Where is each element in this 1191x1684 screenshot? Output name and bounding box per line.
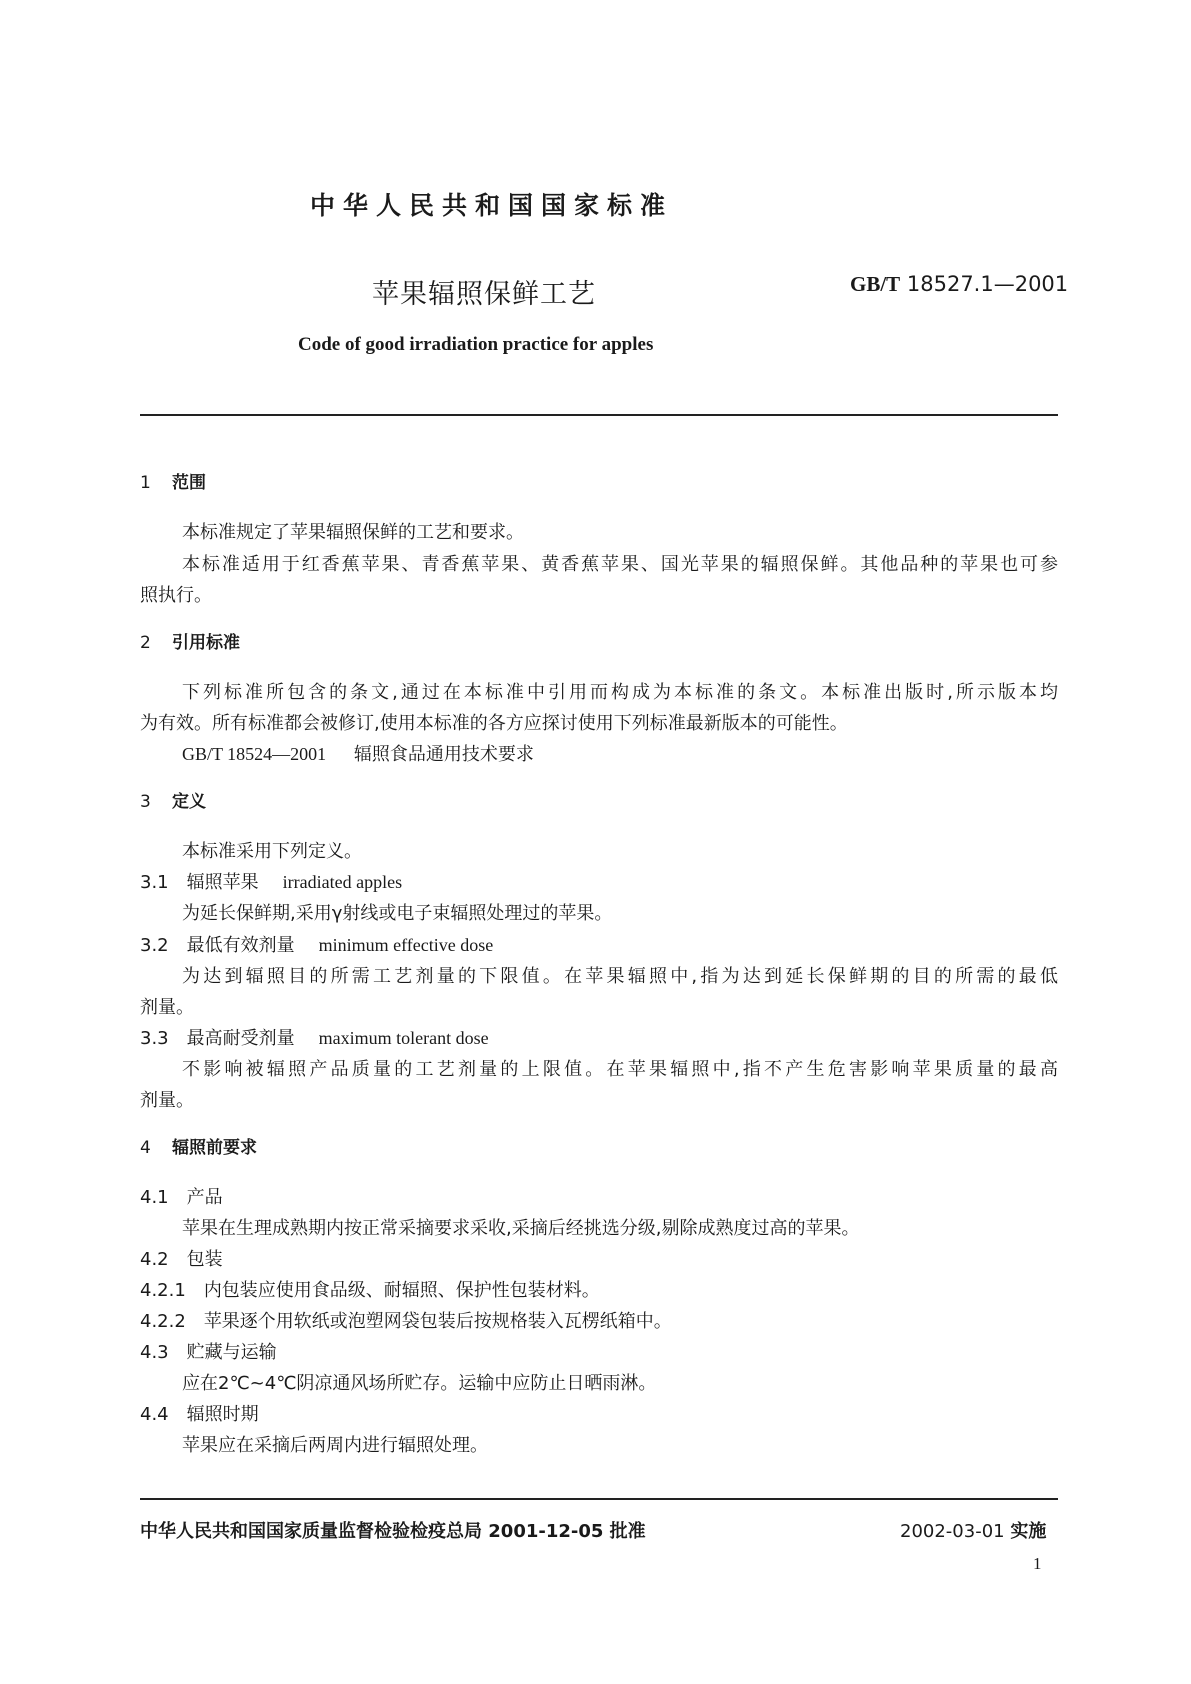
clause-number: 4.4 (140, 1404, 169, 1425)
clause-text: 苹果逐个用软纸或泡塑网袋包装后按规格装入瓦楞纸箱中。 (203, 1311, 672, 1332)
section-number: 4 (140, 1138, 151, 1158)
clause-4-2-1 (140, 1276, 600, 1302)
section-number: 2 (140, 633, 151, 653)
footer-divider (140, 1498, 1058, 1500)
clause-title: 辐照时期 (186, 1404, 259, 1425)
term-en: maximum tolerant dose (318, 1028, 489, 1048)
section-title: 范围 (172, 473, 206, 493)
section-title: 定义 (172, 792, 206, 812)
reference-code: GB/T 18524—2001 (182, 744, 327, 764)
paragraph: 苹果在生理成熟期内按正常采摘要求采收,采摘后经挑选分级,剔除成熟度过高的苹果。 (182, 1218, 860, 1239)
paragraph: 为达到辐照目的所需工艺剂量的下限值。在苹果辐照中,指为达到延长保鲜期的目的所需的最低 (182, 966, 1058, 987)
clause-number: 4.2.2 (140, 1311, 186, 1332)
clause-number: 3.3 (140, 1028, 169, 1049)
page-number: 1 (1033, 1554, 1042, 1573)
clause-text: 内包装应使用食品级、耐辐照、保护性包装材料。 (203, 1280, 600, 1301)
definition-3-1 (140, 868, 402, 894)
clause-4-3 (140, 1338, 277, 1364)
paragraph: 为延长保鲜期,采用γ射线或电子束辐照处理过的苹果。 (182, 903, 613, 924)
section-2-heading (140, 628, 240, 653)
approval-line: 中华人民共和国国家质量监督检验检疫总局 2001-12-05 批准 (140, 1521, 646, 1542)
paragraph: 本标准规定了苹果辐照保鲜的工艺和要求。 (182, 522, 524, 543)
paragraph: 本标准适用于红香蕉苹果、青香蕉苹果、黄香蕉苹果、国光苹果的辐照保鲜。其他品种的苹果也可参 (182, 554, 1058, 575)
header-divider (140, 414, 1058, 416)
term-zh: 最高耐受剂量 (186, 1028, 295, 1049)
paragraph: 为有效。所有标准都会被修订,使用本标准的各方应探讨使用下列标准最新版本的可能性。 (140, 713, 848, 734)
section-title: 辐照前要求 (172, 1138, 257, 1158)
paragraph: 剂量。 (140, 1090, 194, 1111)
standard-code-number: 18527.1—2001 (906, 272, 1069, 296)
english-title: Code of good irradiation practice for apples (298, 334, 654, 355)
section-3-heading (140, 787, 206, 812)
term-zh: 辐照苹果 (186, 872, 259, 893)
term-en: irradiated apples (282, 872, 403, 892)
term-en: minimum effective dose (318, 935, 494, 955)
clause-number: 4.1 (140, 1187, 169, 1208)
section-title: 引用标准 (172, 633, 240, 653)
clause-number: 3.2 (140, 935, 169, 956)
section-1-heading (140, 468, 206, 493)
section-4-heading (140, 1133, 257, 1158)
standard-code (850, 272, 1068, 297)
term-zh: 最低有效剂量 (186, 935, 295, 956)
reference-title: 辐照食品通用技术要求 (353, 744, 534, 765)
paragraph: 本标准采用下列定义。 (182, 841, 362, 862)
clause-title: 产品 (186, 1187, 223, 1208)
paragraph: 不影响被辐照产品质量的工艺剂量的上限值。在苹果辐照中,指不产生危害影响苹果质量的最高 (182, 1059, 1058, 1080)
standard-code-prefix: GB/T (850, 272, 901, 296)
clause-4-4 (140, 1400, 259, 1426)
effective-date: 2002-03-01 (900, 1521, 1005, 1542)
clause-4-2-2 (140, 1307, 672, 1333)
effective-date-line (900, 1517, 1046, 1543)
effective-label: 实施 (1010, 1521, 1047, 1542)
definition-3-2 (140, 931, 493, 957)
section-number: 3 (140, 792, 151, 812)
clause-number: 4.2.1 (140, 1280, 186, 1301)
paragraph: 应在2℃~4℃阴凉通风场所贮存。运输中应防止日晒雨淋。 (182, 1373, 657, 1394)
definition-3-3 (140, 1024, 489, 1050)
reference-entry (182, 740, 534, 766)
document-title: 苹果辐照保鲜工艺 (372, 279, 596, 310)
section-number: 1 (140, 473, 151, 493)
paragraph: 下列标准所包含的条文,通过在本标准中引用而构成为本标准的条文。本标准出版时,所示版本均 (182, 682, 1058, 703)
paragraph: 剂量。 (140, 997, 194, 1018)
clause-4-1 (140, 1183, 223, 1209)
clause-number: 3.1 (140, 872, 169, 893)
clause-title: 包装 (186, 1249, 223, 1270)
national-standard-heading: 中华人民共和国国家标准 (310, 191, 674, 220)
clause-number: 4.2 (140, 1249, 169, 1270)
clause-number: 4.3 (140, 1342, 169, 1363)
clause-4-2 (140, 1245, 223, 1271)
clause-title: 贮藏与运输 (186, 1342, 277, 1363)
paragraph: 苹果应在采摘后两周内进行辐照处理。 (182, 1435, 488, 1456)
paragraph: 照执行。 (140, 585, 212, 606)
